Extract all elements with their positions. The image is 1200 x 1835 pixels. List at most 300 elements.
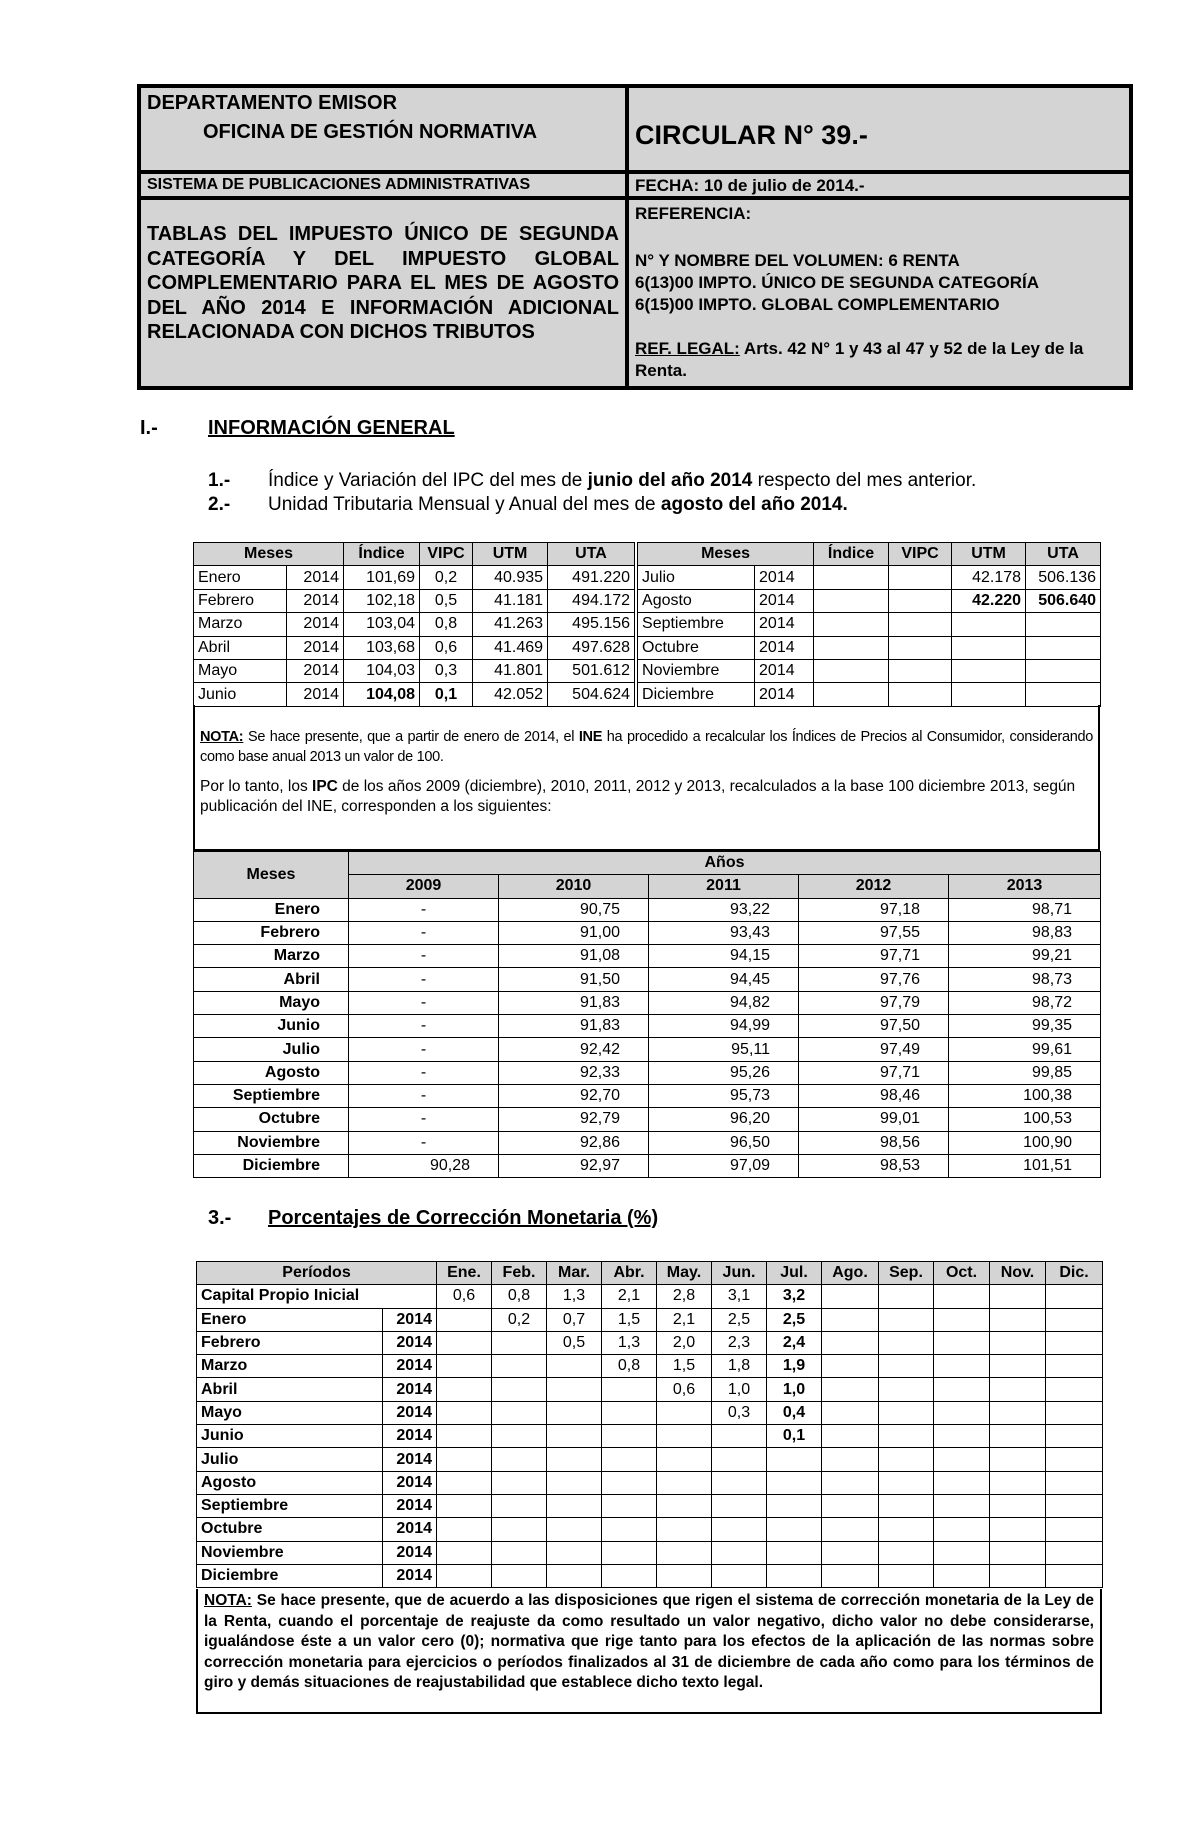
cm-value-cell [990, 1285, 1046, 1308]
circular-header [137, 84, 1133, 390]
cm-row [197, 1518, 1103, 1541]
years-row [194, 991, 1101, 1014]
years-value-cell: 91,83 [499, 1015, 649, 1038]
nota-cm-text: Se hace presente, que de acuerdo a las disposiciones que rigen el sistema de corrección monetaria de la Ley de la Renta, cuando el porcentaje de reajuste da como resultado un valor negativo, dicho valor no debe considerarse, igualándose éste a un valor cero (0); normativa que rige tanto para los efectos de la aplicación de las normas sobre corrección monetaria para ejercicios o períodos finalizados al 31 de diciembre de cada año como para los términos de giro y demás situaciones de reajustabilidad que establece dicho texto legal. [204, 1592, 1094, 1692]
ipc-cell [889, 589, 952, 612]
years-row [194, 1108, 1101, 1131]
years-value-cell: 97,55 [799, 921, 949, 944]
cm-value-cell: 1,3 [547, 1285, 602, 1308]
cm-value-cell [879, 1448, 934, 1471]
cm-value-cell [1046, 1471, 1103, 1494]
section3-title: Porcentajes de Corrección Monetaria (%) [268, 1207, 659, 1229]
ipc-cell: 2014 [287, 589, 344, 612]
years-value-cell: 98,46 [799, 1084, 949, 1107]
ref-line3: 6(15)00 IMPTO. GLOBAL COMPLEMENTARIO [635, 295, 1000, 314]
ipc-cell [889, 566, 952, 589]
cm-value-cell [767, 1564, 822, 1587]
ipc-cell: Febrero [194, 589, 287, 612]
cm-value-cell: 0,8 [492, 1285, 547, 1308]
years-month-cell: Mayo [194, 991, 349, 1014]
item1-text-a: Índice y Variación del IPC del mes de [268, 470, 588, 491]
years-value-cell: 98,83 [949, 921, 1101, 944]
years-value-cell: 95,73 [649, 1084, 799, 1107]
cm-value-cell [822, 1425, 879, 1448]
cm-value-cell [934, 1378, 990, 1401]
years-value-cell: 92,70 [499, 1084, 649, 1107]
cm-month-cell: Abril [197, 1378, 383, 1401]
years-value-cell: - [349, 1131, 499, 1154]
ipc-cell: 41.181 [473, 589, 548, 612]
cm-header-may: May. [657, 1262, 712, 1285]
cm-value-cell [602, 1541, 657, 1564]
years-value-cell: 100,38 [949, 1084, 1101, 1107]
item1-text-c: respecto del mes anterior. [752, 470, 977, 491]
years-value-cell: - [349, 1108, 499, 1131]
ipc-cell [1026, 613, 1101, 636]
years-value-cell: 90,28 [349, 1154, 499, 1177]
ipc-cell: 42.178 [952, 566, 1026, 589]
fecha-cell [629, 174, 1129, 200]
cm-header-ene: Ene. [437, 1262, 492, 1285]
cm-value-cell [547, 1448, 602, 1471]
ipc-cell [952, 613, 1026, 636]
cm-value-cell [437, 1308, 492, 1331]
years-value-cell: 98,53 [799, 1154, 949, 1177]
cm-row [197, 1425, 1103, 1448]
cm-header-periodos: Períodos [197, 1262, 437, 1285]
years-value-cell: 91,00 [499, 921, 649, 944]
years-value-cell: 99,61 [949, 1038, 1101, 1061]
cm-value-cell [990, 1355, 1046, 1378]
cm-row [197, 1448, 1103, 1471]
cm-value-cell [934, 1564, 990, 1587]
ipc-row [194, 589, 1101, 612]
cm-header-oct: Oct. [934, 1262, 990, 1285]
ipc-header-uta-2: UTA [1026, 543, 1101, 566]
ipc-header-vipc-2: VIPC [889, 543, 952, 566]
cm-value-cell [712, 1518, 767, 1541]
years-value-cell: 94,99 [649, 1015, 799, 1038]
tablas-title: TABLAS DEL IMPUESTO ÚNICO DE SEGUNDA CATEGORÍA Y DEL IMPUESTO GLOBAL COMPLEMENTARIO PARA EL MES DE AGOSTO DEL AÑO 2014 E INFORMACIÓN ADICIONAL RELACIONADA CON DICHOS TRIBUTOS [147, 223, 619, 343]
dept-line2: OFICINA DE GESTIÓN NORMATIVA [203, 121, 538, 143]
ipc-cell: Septiembre [638, 613, 755, 636]
years-value-cell: 100,90 [949, 1131, 1101, 1154]
ipc-cell: 2014 [755, 613, 814, 636]
cm-value-cell: 0,7 [547, 1308, 602, 1331]
cm-header-dic: Dic. [1046, 1262, 1103, 1285]
cm-year-cell: 2014 [383, 1471, 437, 1494]
cm-value-cell [990, 1401, 1046, 1424]
ipc-cell [889, 636, 952, 659]
cm-month-cell: Noviembre [197, 1541, 383, 1564]
nota-ipc-label: NOTA: [200, 729, 244, 745]
ipc-cell: 104,03 [344, 659, 420, 682]
cm-value-cell: 2,3 [712, 1331, 767, 1354]
cm-value-cell [657, 1471, 712, 1494]
referencia-label: REFERENCIA: [635, 204, 752, 223]
cm-year-cell: 2014 [383, 1564, 437, 1587]
cm-value-cell [934, 1331, 990, 1354]
cm-value-cell [547, 1378, 602, 1401]
cm-value-cell [547, 1355, 602, 1378]
cm-row [197, 1308, 1103, 1331]
ipc-header-utm: UTM [473, 543, 548, 566]
cm-month-cell: Agosto [197, 1471, 383, 1494]
section3-number: 3.- [208, 1207, 232, 1229]
cm-header-jun: Jun. [712, 1262, 767, 1285]
cm-value-cell [822, 1564, 879, 1587]
ipc-cell: 501.612 [548, 659, 635, 682]
cm-month-cell: Octubre [197, 1518, 383, 1541]
cm-value-cell: 0,6 [437, 1285, 492, 1308]
cm-value-cell [822, 1541, 879, 1564]
years-month-cell: Agosto [194, 1061, 349, 1084]
cm-value-cell [492, 1425, 547, 1448]
nota-ipc-text-a: Se hace presente, que a partir de enero de 2014, el [243, 729, 579, 745]
nota-ipc-text-b: ha procedido a recalcular los Índices de Precios al Consumidor, considerando como base anual 2013 un valor de 100. [200, 729, 1093, 765]
years-month-cell: Julio [194, 1038, 349, 1061]
cm-value-cell [990, 1378, 1046, 1401]
cm-year-cell: 2014 [383, 1425, 437, 1448]
cm-value-cell [602, 1425, 657, 1448]
cm-value-cell [934, 1425, 990, 1448]
cm-value-cell [934, 1401, 990, 1424]
fecha-label: FECHA: 10 de julio de 2014.- [635, 176, 865, 195]
cm-value-cell [712, 1471, 767, 1494]
cm-row [197, 1541, 1103, 1564]
ipc-header-vipc: VIPC [420, 543, 473, 566]
years-value-cell: 95,26 [649, 1061, 799, 1084]
years-header-2013: 2013 [949, 875, 1101, 898]
ref-line2: 6(13)00 IMPTO. ÚNICO DE SEGUNDA CATEGORÍA [635, 273, 1039, 292]
cm-header-sep: Sep. [879, 1262, 934, 1285]
ipc-cell: 0,3 [420, 659, 473, 682]
years-header-2011: 2011 [649, 875, 799, 898]
years-value-cell: 101,51 [949, 1154, 1101, 1177]
section1-title: INFORMACIÓN GENERAL [208, 417, 455, 439]
cm-month-cell: Julio [197, 1448, 383, 1471]
years-value-cell: 98,56 [799, 1131, 949, 1154]
cm-value-cell [547, 1518, 602, 1541]
cm-value-cell: 0,1 [767, 1425, 822, 1448]
ipc-cell: Junio [194, 683, 287, 706]
ipc-cell: 104,08 [344, 683, 420, 706]
ipc-cell [952, 636, 1026, 659]
cm-value-cell [437, 1541, 492, 1564]
ipc-cell: 0,1 [420, 683, 473, 706]
years-value-cell: 97,50 [799, 1015, 949, 1038]
years-row [194, 1038, 1101, 1061]
cm-year-cell: 2014 [383, 1448, 437, 1471]
nota-ipc-paragraph2 [200, 777, 1093, 817]
nota-ipc-p2-ipc: IPC [312, 778, 338, 795]
ipc-header-uta: UTA [548, 543, 635, 566]
cm-value-cell [767, 1518, 822, 1541]
cm-value-cell [990, 1541, 1046, 1564]
years-value-cell: - [349, 991, 499, 1014]
cm-value-cell [822, 1471, 879, 1494]
circular-number: CIRCULAR N° 39.- [635, 120, 868, 150]
ipc-cell: 2014 [755, 566, 814, 589]
cm-value-cell [990, 1471, 1046, 1494]
years-value-cell: 98,73 [949, 968, 1101, 991]
ipc-cell: 491.220 [548, 566, 635, 589]
years-month-cell: Octubre [194, 1108, 349, 1131]
cm-month-cell: Septiembre [197, 1494, 383, 1517]
cm-value-cell [437, 1401, 492, 1424]
cm-header-mar: Mar. [547, 1262, 602, 1285]
cm-value-cell [492, 1518, 547, 1541]
nota-ipc-paragraph1 [200, 727, 1093, 767]
cm-capital-row [197, 1285, 1103, 1308]
years-value-cell: - [349, 921, 499, 944]
cm-header-ago: Ago. [822, 1262, 879, 1285]
cm-value-cell [822, 1331, 879, 1354]
cm-month-cell: Mayo [197, 1401, 383, 1424]
cm-value-cell [437, 1331, 492, 1354]
nota-cm-label: NOTA: [204, 1592, 252, 1609]
ipc-cell: Marzo [194, 613, 287, 636]
cm-row [197, 1378, 1103, 1401]
tablas-cell [141, 200, 629, 386]
ipc-utm-table [193, 542, 1101, 707]
years-value-cell: 97,09 [649, 1154, 799, 1177]
ipc-cell: 494.172 [548, 589, 635, 612]
cm-value-cell [657, 1401, 712, 1424]
ipc-cell: 2014 [755, 636, 814, 659]
cm-row [197, 1564, 1103, 1587]
years-row [194, 921, 1101, 944]
ref-legal-label: REF. LEGAL: [635, 339, 740, 358]
cm-month-cell: Enero [197, 1308, 383, 1331]
cm-year-cell: 2014 [383, 1378, 437, 1401]
years-value-cell: - [349, 1061, 499, 1084]
cm-value-cell [437, 1471, 492, 1494]
ipc-header-row [194, 543, 1101, 566]
cm-value-cell [1046, 1378, 1103, 1401]
years-month-cell: Junio [194, 1015, 349, 1038]
ipc-cell: 42.052 [473, 683, 548, 706]
cm-value-cell [1046, 1564, 1103, 1587]
ipc-row [194, 613, 1101, 636]
cm-value-cell [1046, 1541, 1103, 1564]
section1-number: I.- [140, 417, 158, 439]
years-value-cell: 92,97 [499, 1154, 649, 1177]
nota-ipc-box [193, 705, 1100, 851]
item2-number: 2.- [208, 494, 231, 515]
years-value-cell: - [349, 968, 499, 991]
years-value-cell: 99,35 [949, 1015, 1101, 1038]
cm-value-cell [602, 1471, 657, 1494]
ipc-cell: 0,5 [420, 589, 473, 612]
years-value-cell: 92,79 [499, 1108, 649, 1131]
cm-value-cell [879, 1541, 934, 1564]
cm-value-cell: 0,6 [657, 1378, 712, 1401]
cm-value-cell [602, 1564, 657, 1587]
ipc-cell: 40.935 [473, 566, 548, 589]
cm-value-cell [767, 1494, 822, 1517]
cm-value-cell: 0,4 [767, 1401, 822, 1424]
ipc-cell [814, 636, 889, 659]
cm-value-cell [712, 1564, 767, 1587]
cm-value-cell [547, 1541, 602, 1564]
years-header-row-1 [194, 852, 1101, 875]
cm-value-cell [547, 1401, 602, 1424]
cm-value-cell [1046, 1401, 1103, 1424]
years-value-cell: 92,42 [499, 1038, 649, 1061]
item2-text-b: agosto del año 2014. [660, 494, 848, 515]
cm-value-cell [602, 1378, 657, 1401]
volumen-line: N° Y NOMBRE DEL VOLUMEN: 6 RENTA [635, 251, 960, 270]
cm-year-cell: 2014 [383, 1308, 437, 1331]
cm-year-cell: 2014 [383, 1518, 437, 1541]
years-value-cell: 97,79 [799, 991, 949, 1014]
ipc-cell: 2014 [287, 636, 344, 659]
cm-value-cell [879, 1564, 934, 1587]
ipc-cell: 2014 [755, 659, 814, 682]
circular-cell [629, 88, 1129, 174]
item2-text [268, 494, 848, 516]
cm-value-cell [1046, 1494, 1103, 1517]
cm-value-cell [602, 1518, 657, 1541]
ipc-cell: Noviembre [638, 659, 755, 682]
cm-value-cell: 3,2 [767, 1285, 822, 1308]
cm-value-cell [492, 1378, 547, 1401]
years-value-cell: 91,08 [499, 945, 649, 968]
cm-value-cell [879, 1378, 934, 1401]
dept-line1: DEPARTAMENTO EMISOR [147, 92, 398, 114]
cm-value-cell [712, 1425, 767, 1448]
ipc-header-indice: Índice [344, 543, 420, 566]
years-header-2009: 2009 [349, 875, 499, 898]
cm-header-row [197, 1262, 1103, 1285]
cm-value-cell [879, 1355, 934, 1378]
years-value-cell: 99,21 [949, 945, 1101, 968]
cm-value-cell [879, 1471, 934, 1494]
cm-value-cell [712, 1448, 767, 1471]
cm-month-cell: Diciembre [197, 1564, 383, 1587]
cm-value-cell [822, 1448, 879, 1471]
cm-value-cell [492, 1448, 547, 1471]
cm-value-cell [602, 1401, 657, 1424]
years-header-meses: Meses [194, 852, 349, 899]
cm-value-cell: 2,1 [602, 1285, 657, 1308]
cm-value-cell [934, 1308, 990, 1331]
cm-value-cell [657, 1541, 712, 1564]
years-row [194, 968, 1101, 991]
cm-month-cell: Junio [197, 1425, 383, 1448]
cm-value-cell [822, 1518, 879, 1541]
cm-value-cell: 1,9 [767, 1355, 822, 1378]
cm-row [197, 1471, 1103, 1494]
cm-value-cell: 2,0 [657, 1331, 712, 1354]
years-value-cell: 91,50 [499, 968, 649, 991]
cm-value-cell [934, 1448, 990, 1471]
years-row [194, 1084, 1101, 1107]
cm-month-cell: Febrero [197, 1331, 383, 1354]
cm-value-cell [712, 1541, 767, 1564]
cm-year-cell: 2014 [383, 1331, 437, 1354]
years-row [194, 1131, 1101, 1154]
nota-ipc-ine: INE [578, 729, 603, 745]
ipc-cell: 495.156 [548, 613, 635, 636]
years-value-cell: 96,20 [649, 1108, 799, 1131]
ipc-cell [814, 659, 889, 682]
cm-value-cell [934, 1471, 990, 1494]
ipc-cell: 103,04 [344, 613, 420, 636]
ipc-header-indice-2: Índice [814, 543, 889, 566]
cm-value-cell [657, 1425, 712, 1448]
ipc-header-meses-2: Meses [638, 543, 814, 566]
years-value-cell: 98,71 [949, 898, 1101, 921]
years-value-cell: - [349, 1038, 499, 1061]
cm-value-cell [1046, 1285, 1103, 1308]
cm-value-cell [1046, 1518, 1103, 1541]
ref-legal [635, 338, 1123, 382]
cm-value-cell [822, 1494, 879, 1517]
cm-value-cell: 0,2 [492, 1308, 547, 1331]
cm-value-cell: 2,5 [712, 1308, 767, 1331]
ipc-years-table [193, 851, 1101, 1178]
cm-year-cell: 2014 [383, 1541, 437, 1564]
ipc-cell: 504.624 [548, 683, 635, 706]
ipc-cell [889, 683, 952, 706]
sistema-label: SISTEMA DE PUBLICACIONES ADMINISTRATIVAS [147, 176, 531, 193]
ipc-cell: 2014 [287, 659, 344, 682]
ipc-cell: 506.136 [1026, 566, 1101, 589]
years-month-cell: Marzo [194, 945, 349, 968]
years-value-cell: 92,33 [499, 1061, 649, 1084]
years-row [194, 1154, 1101, 1177]
cm-value-cell [492, 1541, 547, 1564]
years-value-cell: 99,01 [799, 1108, 949, 1131]
cm-year-cell: 2014 [383, 1401, 437, 1424]
ipc-row [194, 566, 1101, 589]
years-month-cell: Abril [194, 968, 349, 991]
cm-value-cell [602, 1494, 657, 1517]
cm-value-cell [934, 1518, 990, 1541]
nota-ipc-p2-a: Por lo tanto, los [200, 778, 313, 795]
years-row [194, 1061, 1101, 1084]
dept-cell [141, 88, 629, 174]
years-value-cell: 96,50 [649, 1131, 799, 1154]
years-value-cell: 97,49 [799, 1038, 949, 1061]
cm-value-cell [990, 1448, 1046, 1471]
ipc-cell [889, 613, 952, 636]
cm-header-feb: Feb. [492, 1262, 547, 1285]
cm-value-cell [934, 1494, 990, 1517]
cm-value-cell [437, 1494, 492, 1517]
ref-legal-text: Arts. 42 N° 1 y 43 al 47 y 52 de la Ley de la Renta. [635, 339, 1084, 380]
years-value-cell: 93,22 [649, 898, 799, 921]
cm-value-cell: 0,8 [602, 1355, 657, 1378]
ipc-cell: 2014 [287, 566, 344, 589]
ipc-cell: 101,69 [344, 566, 420, 589]
cm-value-cell [547, 1471, 602, 1494]
ipc-cell: 41.469 [473, 636, 548, 659]
cm-value-cell [1046, 1355, 1103, 1378]
sistema-cell [141, 174, 629, 200]
cm-value-cell [934, 1285, 990, 1308]
years-month-cell: Septiembre [194, 1084, 349, 1107]
ipc-row [194, 659, 1101, 682]
years-value-cell: 100,53 [949, 1108, 1101, 1131]
ipc-cell [1026, 659, 1101, 682]
cm-value-cell [602, 1448, 657, 1471]
cm-value-cell [1046, 1331, 1103, 1354]
cm-value-cell [767, 1448, 822, 1471]
cm-value-cell [934, 1541, 990, 1564]
